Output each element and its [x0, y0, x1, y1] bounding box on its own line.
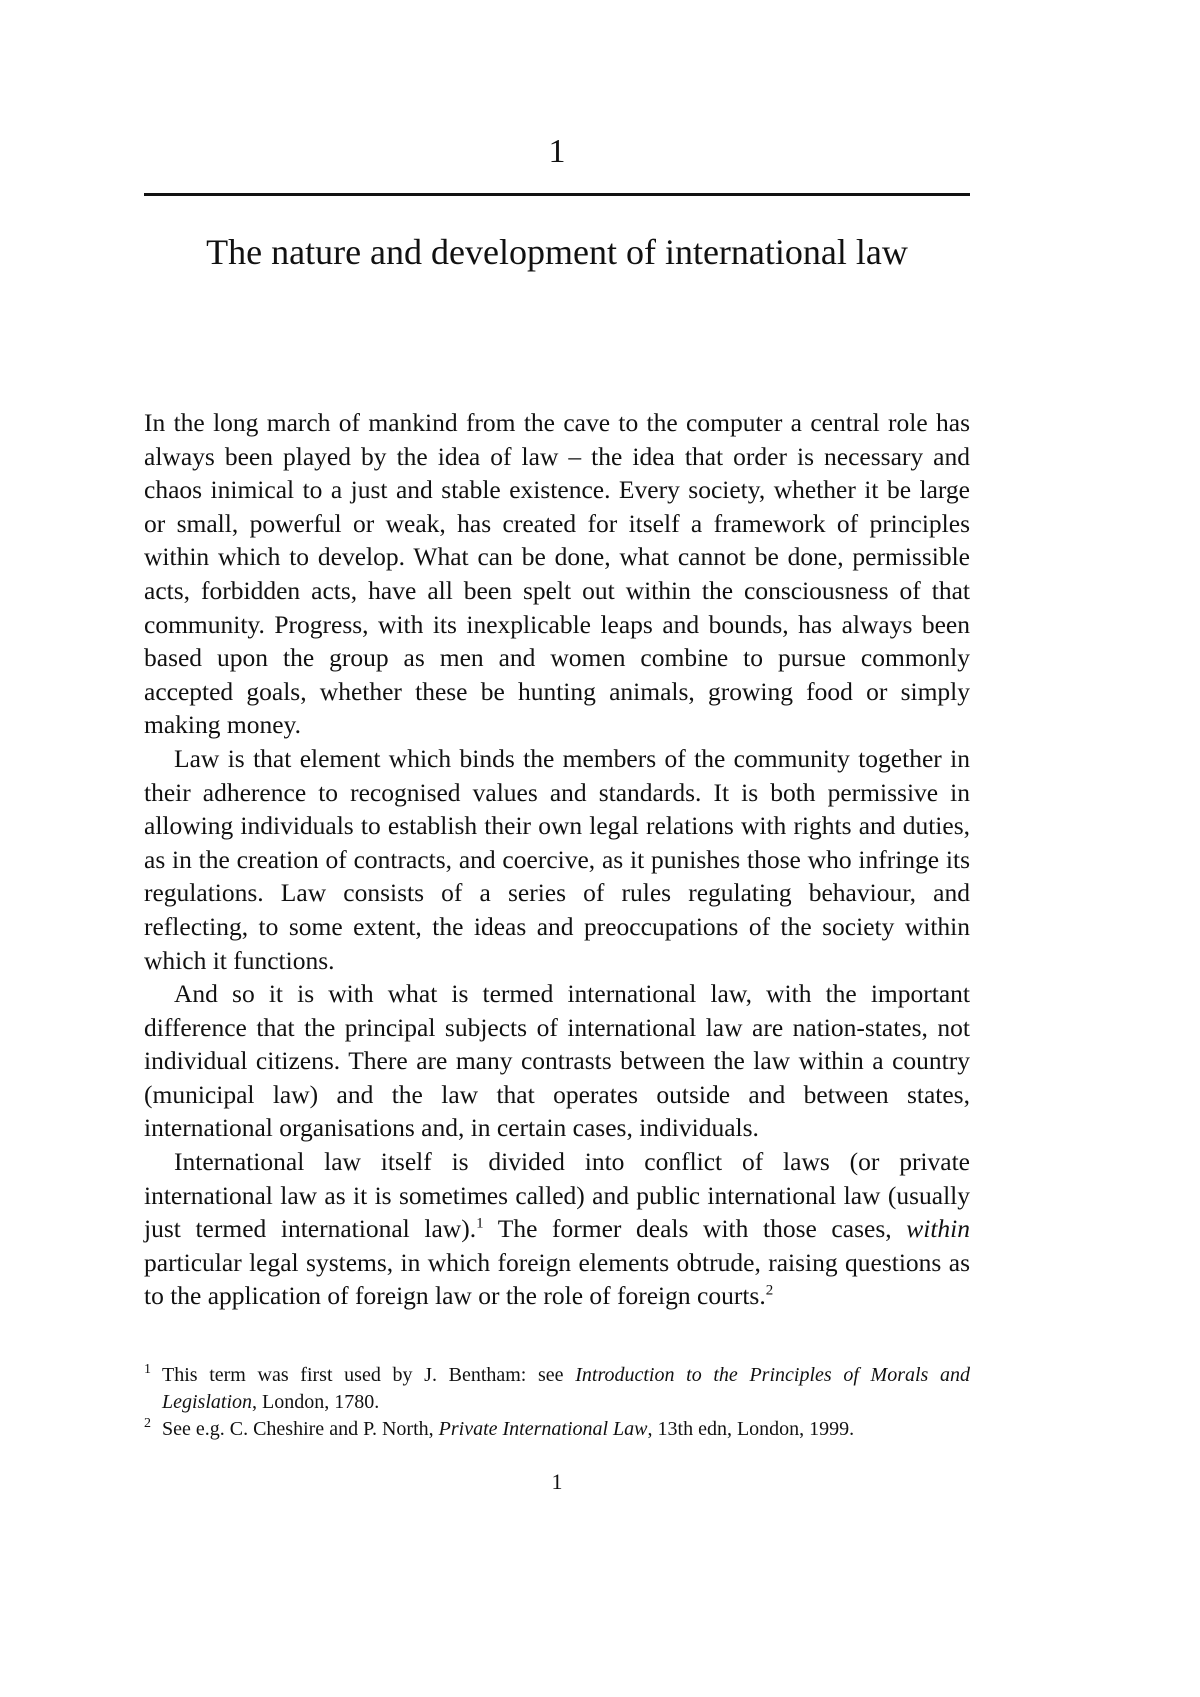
footnote-ref-1[interactable]: 1 — [476, 1215, 484, 1232]
footnote-2: 2 See e.g. C. Cheshire and P. North, Private International Law, 13th edn, London, 1999. — [144, 1416, 855, 1440]
footnote-2-text-a: See e.g. C. Cheshire and P. North, — [162, 1418, 439, 1440]
paragraph-2: Law is that element which binds the members of the community together in their adherence to recognised values and standards. It is both permissive in allowing individuals to establish their own legal relations with rights and duties, as in the creation of contracts, and coercive, as it punishes those who infringe its regulations. Law consists of a series of rules regulating behaviour, and reflecting, to some extent, the ideas and preoccupations of the society within which it functions. — [144, 743, 970, 975]
paragraph-4 — [144, 1145, 970, 1313]
paragraph-4-text-c: particular legal systems, in which foreign elements obtrude, raising questions as to the application of foreign law or the role of foreign courts. — [144, 1247, 970, 1311]
chapter-title: The nature and development of international law — [206, 232, 908, 272]
paragraph-4-text-b: The former deals with those cases, — [483, 1214, 907, 1244]
chapter-body — [144, 406, 970, 1313]
paragraph-4-emphasis: within — [906, 1214, 971, 1244]
footnote-ref-2[interactable]: 2 — [765, 1282, 774, 1299]
footnotes — [144, 1362, 970, 1443]
paragraph-3: And so it is with what is termed international law, with the important difference that the principal subjects of international law are nation-states, not individual citizens. There are many contrasts between the law within a country (municipal law) and the law that operates outside and between states, international organisations and, in certain cases, individuals. — [144, 979, 970, 1143]
page-number: 1 — [551, 1469, 563, 1494]
footnote-2-title: Private International Law — [438, 1418, 648, 1440]
footnote-1: 1 This term was first used by J. Bentham: see Introduction to the Principles of Morals and Legislation, London, 1780. — [144, 1362, 970, 1413]
footnote-1-title: Introduction to the Principles of Morals and Legislation — [162, 1364, 970, 1413]
chapter-number: 1 — [548, 133, 566, 170]
paragraph-1: In the long march of mankind from the cave to the computer a central role has always been played by the idea of law – the idea that order is necessary and chaos inimical to a just and stable existence. Every society, whether it be large or small, powerful or weak, has created for itself a framework of principles within which to develop. What can be done, what cannot be done, permissible acts, forbidden acts, have all been spelt out within the consciousness of that community. Progress, with its inexplicable leaps and bounds, has always been based upon the group as men and women combine to pursue commonly accepted goals, whether these be hunting animals, growing food or simply making money. — [144, 408, 970, 740]
footnote-1-text-b: , London, 1780. — [252, 1391, 380, 1413]
footnote-1-text-a: This term was first used by J. Bentham: see — [162, 1364, 576, 1386]
footnote-2-text-b: , 13th edn, London, 1999. — [647, 1418, 855, 1440]
paragraph-4-text-a: International law itself is divided into conflict of laws (or private international law as it is sometimes called) and public international law (usually just termed international law). — [144, 1147, 970, 1244]
chapter-heading-rule — [144, 193, 970, 196]
